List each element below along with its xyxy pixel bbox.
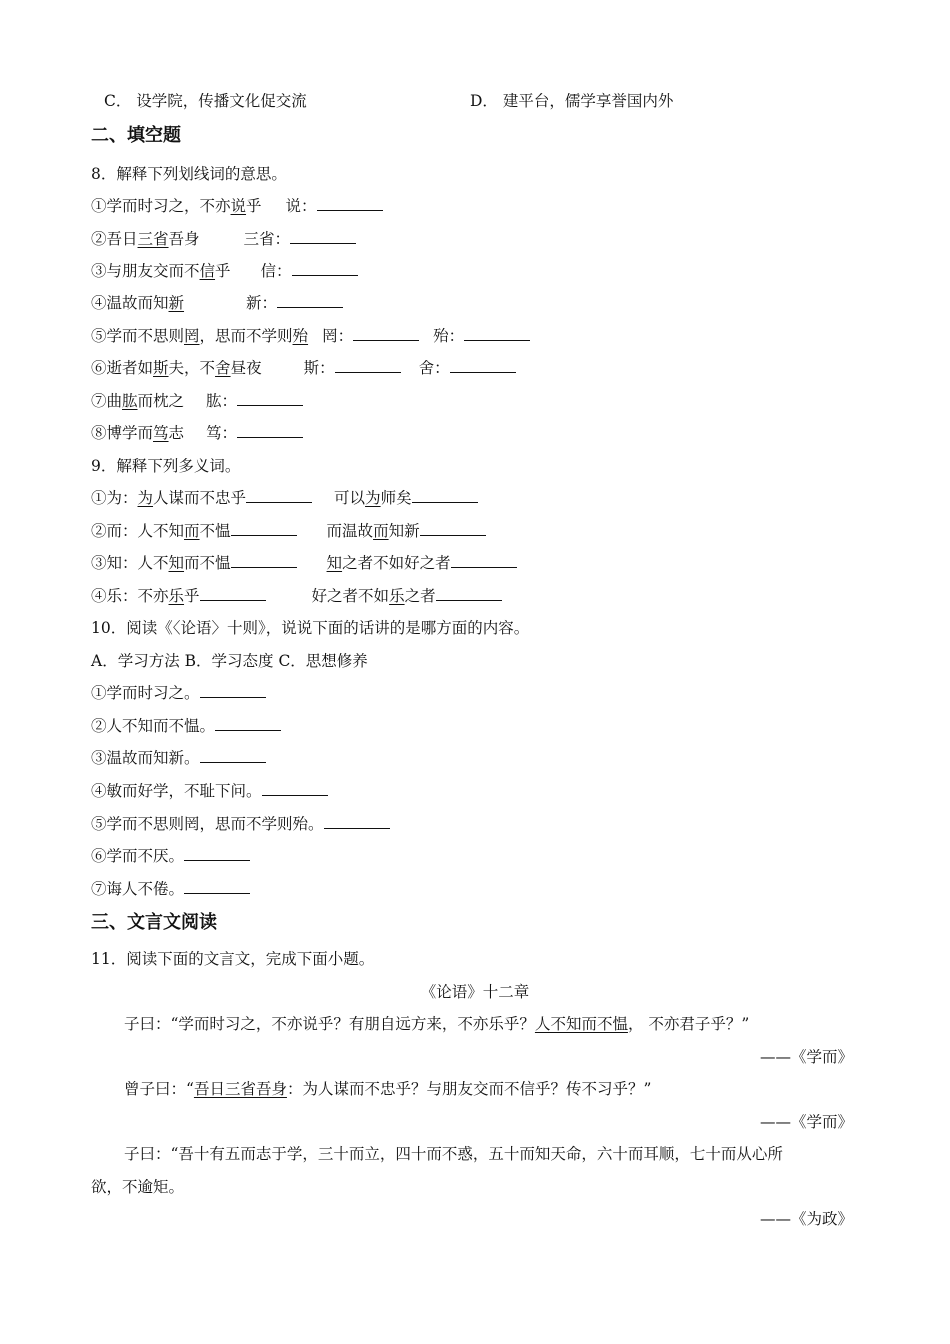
q10-item-6: ⑥学而不厌。 [91, 845, 250, 867]
q8-item-4: ④温故而知新 新： [91, 292, 343, 314]
answer-blank[interactable] [420, 521, 486, 536]
answer-blank[interactable] [237, 391, 303, 406]
passage-source-3: ——《为政》 [759, 1210, 853, 1228]
answer-blank[interactable] [290, 229, 356, 244]
passage-source-1: ——《学而》 [759, 1048, 853, 1066]
answer-blank[interactable] [277, 293, 343, 308]
section-title-classical-reading: 三、文言文阅读 [91, 912, 217, 933]
q9-item-1: ①为：为人谋而不忠乎 可以为师矣 [91, 487, 478, 509]
q10-item-1: ①学而时习之。 [91, 682, 266, 704]
passage-title: 《论语》十二章 [420, 983, 530, 1001]
answer-blank[interactable] [246, 488, 312, 503]
q8-item-5: ⑤学而不思则罔，思而不学则殆 罔： 殆： [91, 325, 530, 347]
passage-paragraph-3-line-2: 欲，不逾矩。 [91, 1178, 185, 1196]
answer-blank[interactable] [450, 358, 516, 373]
passage-paragraph-2: 曾子曰：“吾日三省吾身：为人谋而不忠乎？与朋友交而不信乎？传不习乎？” [124, 1080, 652, 1098]
answer-blank[interactable] [237, 423, 303, 438]
answer-blank[interactable] [292, 261, 358, 276]
answer-blank[interactable] [353, 326, 419, 341]
q8-item-1: ①学而时习之，不亦说乎 说： [91, 195, 383, 217]
q9-item-2: ②而：人不知而不愠 而温故而知新 [91, 520, 486, 542]
answer-blank[interactable] [215, 716, 281, 731]
passage-paragraph-3-line-1: 子曰：“吾十有五而志于学，三十而立，四十而不惑，五十而知天命，六十而耳顺，七十而从心所 [124, 1145, 783, 1163]
answer-blank[interactable] [200, 586, 266, 601]
answer-blank[interactable] [231, 553, 297, 568]
q10-item-3: ③温故而知新。 [91, 747, 266, 769]
q8-item-7: ⑦曲肱而枕之 肱： [91, 390, 303, 412]
answer-blank[interactable] [184, 846, 250, 861]
answer-blank[interactable] [262, 781, 328, 796]
q8-item-3: ③与朋友交而不信乎 信： [91, 260, 358, 282]
q10-item-4: ④敏而好学，不耻下问。 [91, 780, 328, 802]
q8-item-6: ⑥逝者如斯夫，不舍昼夜 斯： 舍： [91, 357, 516, 379]
q8-item-8: ⑧博学而笃志 笃： [91, 422, 303, 444]
q10-item-5: ⑤学而不思则罔，思而不学则殆。 [91, 813, 390, 835]
passage-source-2: ——《学而》 [759, 1113, 853, 1131]
q9-item-4: ④乐：不亦乐乎 好之者不如乐之者 [91, 585, 502, 607]
section-title-fill-in: 二、填空题 [91, 125, 181, 146]
answer-blank[interactable] [184, 879, 250, 894]
answer-blank[interactable] [335, 358, 401, 373]
question-10-options: A．学习方法 B．学习态度 C．思想修养 [91, 652, 368, 670]
passage-paragraph-1: 子曰：“学而时习之，不亦说乎？有朋自远方来，不亦乐乎？人不知而不愠， 不亦君子乎？” [124, 1015, 750, 1033]
answer-blank[interactable] [436, 586, 502, 601]
answer-blank[interactable] [200, 748, 266, 763]
q8-item-2: ②吾日三省吾身 三省： [91, 228, 356, 250]
answer-blank[interactable] [231, 521, 297, 536]
question-11-title: 11．阅读下面的文言文，完成下面小题。 [91, 950, 375, 968]
question-10-title: 10．阅读《〈论语〉十则》，说说下面的话讲的是哪方面的内容。 [91, 619, 530, 637]
question-8-title: 8．解释下列划线词的意思。 [91, 165, 287, 183]
answer-blank[interactable] [324, 814, 390, 829]
answer-blank[interactable] [451, 553, 517, 568]
question-9-title: 9．解释下列多义词。 [91, 457, 241, 475]
answer-blank[interactable] [464, 326, 530, 341]
option-c: C． 设学院，传播文化促交流 [104, 92, 307, 110]
answer-blank[interactable] [200, 683, 266, 698]
option-d: D． 建平台，儒学享誉国内外 [470, 92, 674, 110]
q10-item-7: ⑦诲人不倦。 [91, 878, 250, 900]
q10-item-2: ②人不知而不愠。 [91, 715, 281, 737]
answer-blank[interactable] [317, 196, 383, 211]
answer-blank[interactable] [412, 488, 478, 503]
q9-item-3: ③知：人不知而不愠 知之者不如好之者 [91, 552, 517, 574]
